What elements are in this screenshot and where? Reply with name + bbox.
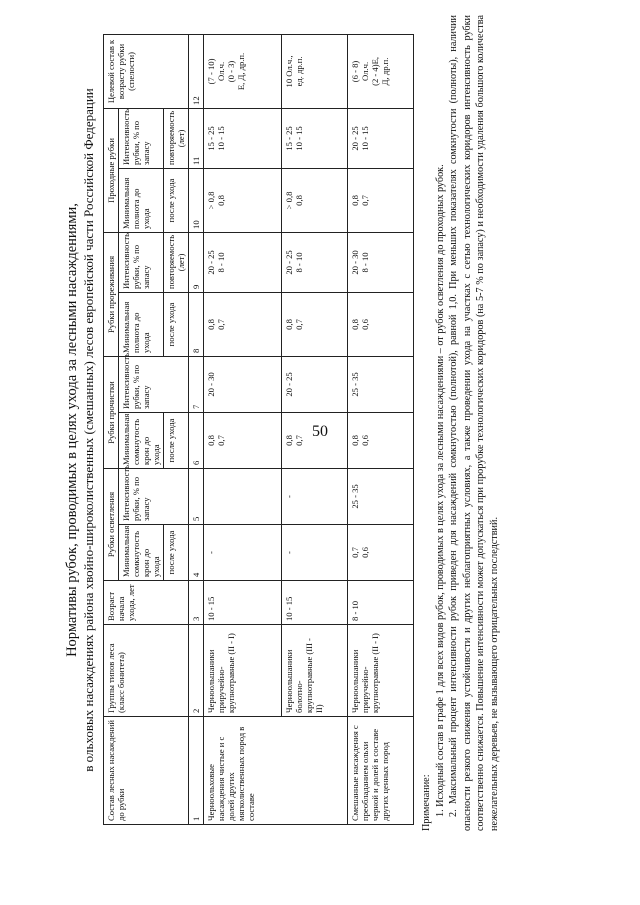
header-cleaning: Рубки прочистки	[104, 356, 119, 468]
col-num: 1	[189, 717, 204, 825]
cell-clean-intensity: 20 - 25	[282, 356, 348, 412]
cell-clean-intensity: 20 - 30	[204, 356, 282, 412]
rotated-content	[60, 15, 580, 845]
header-clar-closure: Минимальная сомкнутость крон до ухода	[119, 525, 164, 581]
cell-composition: Смешанные насаждения с преобладанием ольхи черной и долей в составе других ценных пород	[348, 717, 414, 825]
col-num: 2	[189, 625, 204, 717]
header-clean-intensity: Интенсивность рубки, % по запасу	[119, 356, 189, 412]
cell-pass-intensity: 15 - 25 10 - 15	[204, 108, 282, 168]
col-num: 7	[189, 356, 204, 412]
col-num: 6	[189, 412, 204, 468]
header-thin-repeat: повторяемость (лет)	[164, 232, 189, 292]
col-num: 8	[189, 292, 204, 356]
page-number: 50	[312, 423, 328, 440]
cell-clar-closure: -	[282, 525, 348, 581]
cell-clar-intensity: 25 - 35	[348, 468, 414, 524]
col-num: 10	[189, 168, 204, 232]
column-number-row	[189, 34, 204, 824]
cell-target: (7 - 10) Ол.ч. (0 - 3) Е, Д, др.п.	[204, 34, 282, 108]
cell-clean-closure: 0,8 0,7	[204, 412, 282, 468]
header-thin-intensity: Интенсивность рубки, % по запасу	[119, 232, 164, 292]
header-thin-after: после ухода	[164, 292, 189, 356]
col-num: 5	[189, 468, 204, 524]
cell-thin-fullness: 0,8 0,6	[348, 292, 414, 356]
cell-age: 10 - 15	[282, 581, 348, 625]
header-pass-fullness: Минимальная полнота до ухода	[119, 168, 164, 232]
cell-clean-intensity: 25 - 35	[348, 356, 414, 412]
header-age: Возраст начала ухода, лет	[104, 581, 189, 625]
header-pass-after: после ухода	[164, 168, 189, 232]
cell-group: Черноольшаники приручейно-крупнотравные (II - I)	[204, 625, 282, 717]
cell-thin-fullness: 0,8 0,7	[204, 292, 282, 356]
notes-heading: Примечание:	[421, 774, 432, 831]
header-clean-closure: Минимальная сомкнутость крон до ухода	[119, 412, 164, 468]
cell-pass-fullness: 0,8 0,7	[348, 168, 414, 232]
header-passing: Проходные рубки	[104, 108, 119, 232]
cell-pass-fullness: > 0,8 0,8	[204, 168, 282, 232]
cell-group: Черноольшаники болотно-крупнотравные (III - II)	[282, 625, 348, 717]
cell-thin-intensity: 20 - 25 8 - 10	[204, 232, 282, 292]
cell-thin-intensity: 20 - 30 8 - 10	[348, 232, 414, 292]
header-thin-fullness: Минимальная полнота до ухода	[119, 292, 164, 356]
notes	[420, 15, 501, 831]
cell-thin-fullness: 0,8 0,7	[282, 292, 348, 356]
cell-pass-fullness: > 0,8 0,8	[282, 168, 348, 232]
document-subtitle: в ольховых насаждениях района хвойно-широколиственных (смешанных) лесов европейской части Российской Федерации	[81, 88, 96, 772]
header-target: Целевой состав к возрасту рубки (спелости)	[104, 34, 189, 108]
col-num: 4	[189, 525, 204, 581]
header-clar-intensity: Интенсивность рубки, % по запасу	[119, 468, 189, 524]
header-group: Группы типов леса (класс бонитета)	[104, 625, 189, 717]
header-composition: Состав лесных насаждений до рубки	[104, 717, 189, 825]
cell-composition: Черноольховые насаждения чистые и с долей других мягколиственных пород в составе	[204, 717, 348, 825]
cell-clean-closure: 0,8 0,7	[282, 412, 348, 468]
header-clar-after: после ухода	[164, 525, 189, 581]
header-clean-after: после ухода	[164, 412, 189, 468]
cell-target: (6 - 8) Ол.ч. (2 - 4)Е, Д, др.п.	[348, 34, 414, 108]
header-pass-intensity: Интенсивность рубки, % по запасу	[119, 108, 164, 168]
col-num: 11	[189, 108, 204, 168]
cell-clar-closure: -	[204, 525, 282, 581]
col-num: 3	[189, 581, 204, 625]
header-pass-repeat: повторяемость (лет)	[164, 108, 189, 168]
header-thinning: Рубки прореживания	[104, 232, 119, 356]
header-row-1	[104, 34, 119, 824]
norms-table	[103, 34, 414, 825]
cell-group: Черноольшаники приручейно-крупнотравные (II - I)	[348, 625, 414, 717]
cell-age: 8 - 10	[348, 581, 414, 625]
col-num: 12	[189, 34, 204, 108]
note-1: 1. Исходный состав в графе 1 для всех видов рубок, проводимых в целях ухода за лесными насаждениями – от рубок осветления до проходных рубок.	[434, 164, 446, 817]
document-title: Нормативы рубок, проводимых в целях ухода за лесными насаждениями,	[64, 203, 80, 657]
header-clarification: Рубки осветления	[104, 468, 119, 580]
table-row	[348, 34, 414, 824]
cell-clar-intensity: -	[282, 468, 348, 524]
cell-pass-intensity: 15 - 25 10 - 15	[282, 108, 348, 168]
cell-pass-intensity: 20 - 25 10 - 15	[348, 108, 414, 168]
cell-thin-intensity: 20 - 25 8 - 10	[282, 232, 348, 292]
cell-clar-closure: 0,7 0,6	[348, 525, 414, 581]
cell-clean-closure: 0,8 0,6	[348, 412, 414, 468]
col-num: 9	[189, 232, 204, 292]
cell-age: 10 - 15	[204, 581, 282, 625]
table-row	[204, 34, 282, 824]
cell-target: 10 Ол.ч., ед. др.п.	[282, 34, 348, 108]
note-2: 2. Максимальный процент интенсивности рубок приведен для насаждений сомкнутостью (полнотой), равной 1,0. При меньших показателях сомкнутости (полноты), наличии опасности резкого снижения устойчивости и других неблагоприятных условиях, а также проведении ухода на участках с сетью технологических коридоров интенсивность рубки соответственно снижается. Повышение интенсивности может допускаться при прорубке технологических коридоров (на 5-7 % по запасу) и необходимости удаления большого количества нежелательных деревьев, не вызывающего отрицательных последствий.	[448, 15, 500, 831]
table-row	[282, 34, 348, 824]
cell-clar-intensity	[204, 468, 282, 524]
